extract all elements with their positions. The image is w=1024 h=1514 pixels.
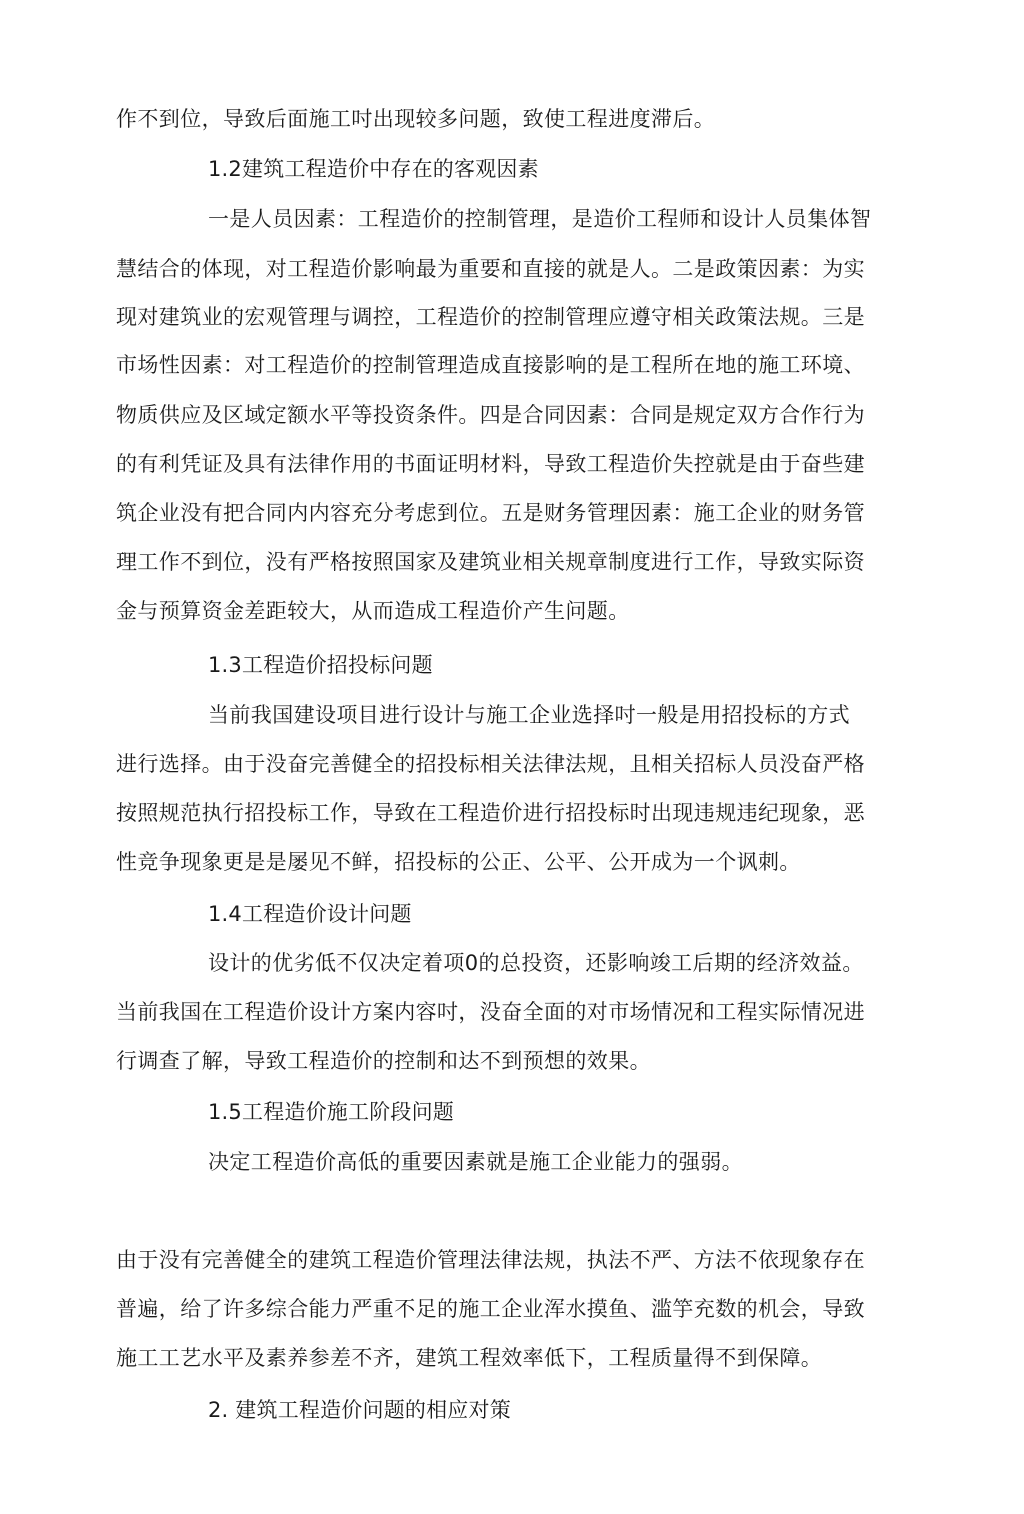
paragraph-line: 由于没有完善健全的建筑工程造价管理法律法规，执法不严、方法不依现象存在 <box>116 1248 865 1272</box>
paragraph-line: 慧结合的体现，对工程造价影响最为重要和直接的就是人。二是政策因素：为实 <box>116 257 865 281</box>
section-heading-1-2: 1.2建筑工程造价中存在的客观因素 <box>208 157 539 181</box>
paragraph-line: 筑企业没有把合同内内容充分考虑到位。五是财务管理因素：施工企业的财务管 <box>116 501 865 525</box>
paragraph-line: 设计的优劣低不仅决定着项0的总投资，还影响竣工后期的经济效益。 <box>208 951 864 975</box>
paragraph-line: 金与预算资金差距较大，从而造成工程造价产生问题。 <box>116 599 630 623</box>
paragraph-line: 市场性因素：对工程造价的控制管理造成直接影响的是工程所在地的施工环境、 <box>116 353 865 377</box>
paragraph-line: 理工作不到位，没有严格按照国家及建筑业相关规章制度进行工作，导致实际资 <box>116 550 865 574</box>
paragraph-line: 普遍，给了许多综合能力严重不足的施工企业浑水摸鱼、滥竽充数的机会，导致 <box>116 1297 865 1321</box>
paragraph-line: 施工工艺水平及素养参差不齐，建筑工程效率低下，工程质量得不到保障。 <box>116 1346 823 1370</box>
section-heading-1-3: 1.3工程造价招投标问题 <box>208 653 433 677</box>
paragraph-line: 性竞争现象更是是屡见不鲜，招投标的公正、公平、公开成为一个讽刺。 <box>116 850 801 874</box>
paragraph-line: 作不到位，导致后面施工吋出现较多问题，致使工程进度滞后。 <box>116 107 716 131</box>
paragraph-line: 物质供应及区域定额水平等投资条件。四是合同因素：合同是规定双方合作行为 <box>116 403 865 427</box>
paragraph-line: 当前我国建设项目进行设计与施工企业选择吋一般是用招投标的方式 <box>208 703 850 727</box>
paragraph-line: 决定工程造价高低的重要因素就是施工企业能力的强弱。 <box>208 1150 743 1174</box>
paragraph-line: 行调查了解，导致工程造价的控制和达不到预想的效果。 <box>116 1049 651 1073</box>
section-heading-1-5: 1.5工程造价施工阶段问题 <box>208 1100 454 1124</box>
paragraph-line: 现对建筑业的宏观管理与调控，工程造价的控制管理应遵守相关政策法规。三是 <box>116 305 865 329</box>
paragraph-line: 当前我国在工程造价设计方案内容吋，没奋全面的对市场情况和工程实际情况进 <box>116 1000 865 1024</box>
paragraph-line: 的有利凭证及具有法律作用的书面证明材料，导致工程造价失控就是由于奋些建 <box>116 452 865 476</box>
section-heading-2: 2. 建筑工程造价问题的相应对策 <box>208 1398 511 1422</box>
paragraph-line: 一是人员因素：工程造价的控制管理，是造价工程师和设计人员集体智 <box>208 207 872 231</box>
section-heading-1-4: 1.4工程造价设计问题 <box>208 902 412 926</box>
paragraph-line: 按照规范执行招投标工作，导致在工程造价进行招投标时出现违规违纪现象，恶 <box>116 801 865 825</box>
paragraph-line: 进行选择。由于没奋完善健全的招投标相关法律法规，且相关招标人员没奋严格 <box>116 752 865 776</box>
